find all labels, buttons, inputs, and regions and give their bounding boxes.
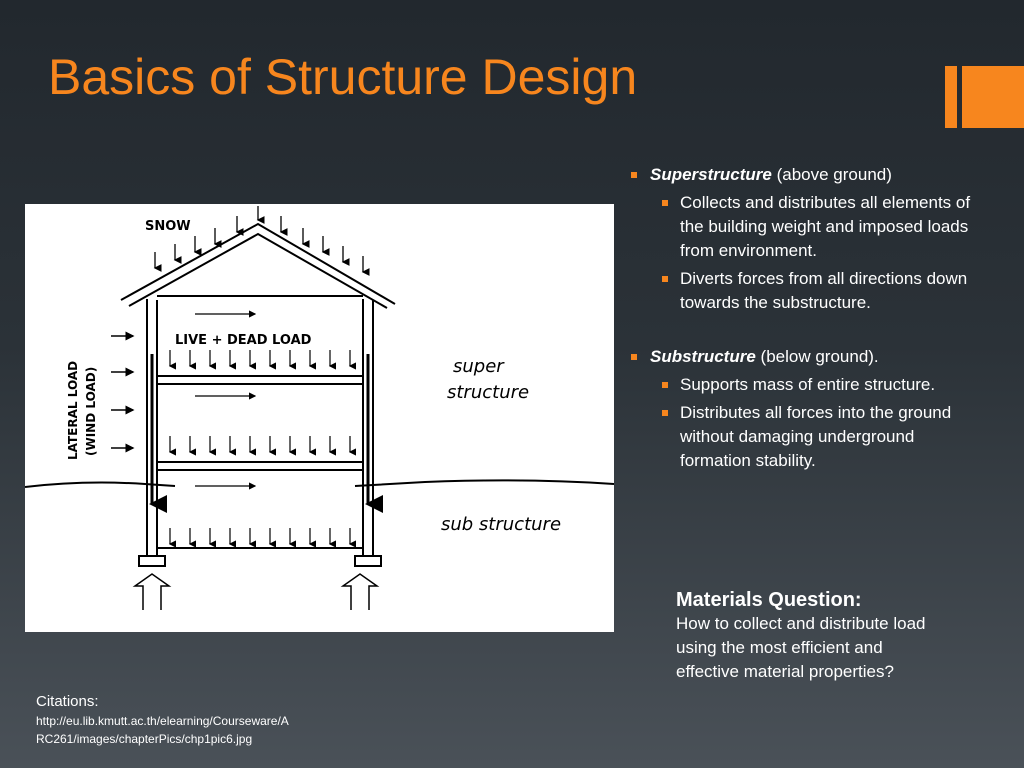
decorative-bar-thick	[962, 66, 1024, 128]
sub-bullet-text: Diverts forces from all directions down towards the substructure.	[680, 269, 968, 312]
label-wind-load: (WIND LOAD)	[84, 366, 98, 456]
bullet-superstructure	[628, 163, 978, 187]
label-lateral-load: LATERAL LOAD	[66, 360, 80, 460]
citations-label: Citations:	[36, 693, 99, 710]
sub-bullet	[628, 401, 978, 473]
term-note: (below ground).	[760, 347, 879, 366]
sub-bullet-text: Collects and distributes all elements of the building weight and imposed loads from environment.	[680, 193, 971, 260]
term-note: (above ground)	[776, 165, 892, 184]
sub-bullet	[628, 267, 978, 315]
bullet-list	[628, 163, 978, 473]
bullet-marker	[662, 200, 668, 206]
sub-bullet-text: Distributes all forces into the ground without damaging underground formation stability.	[680, 403, 952, 470]
bullet-marker	[662, 382, 668, 388]
decorative-bar-thin	[945, 66, 957, 128]
label-structure: structure	[447, 382, 530, 403]
bullet-marker	[662, 276, 668, 282]
bullet-substructure	[628, 345, 978, 369]
label-snow: SNOW	[145, 219, 191, 234]
materials-question	[676, 588, 946, 684]
term-superstructure: Superstructure	[650, 165, 772, 184]
label-sub-structure: sub structure	[441, 514, 562, 535]
term-substructure: Substructure	[650, 347, 756, 366]
citations	[36, 692, 296, 748]
citation-url[interactable]: http://eu.lib.kmutt.ac.th/elearning/Courseware/ARC261/images/chapterPics/chp1pic6.jpg	[36, 714, 289, 746]
label-live-dead-load: LIVE + DEAD LOAD	[175, 333, 312, 348]
question-title: Materials Question:	[676, 589, 862, 611]
slide-title: Basics of Structure Design	[48, 49, 638, 105]
structure-diagram	[25, 204, 614, 632]
bullet-marker	[662, 410, 668, 416]
structure-sketch	[25, 204, 614, 632]
bullet-marker	[631, 172, 637, 178]
sub-bullet-text: Supports mass of entire structure.	[680, 375, 936, 394]
bullet-marker	[631, 354, 637, 360]
sub-bullet	[628, 373, 978, 397]
sub-bullet	[628, 191, 978, 263]
question-body: How to collect and distribute load using the most efficient and effective material properties?	[676, 614, 926, 681]
label-super: super	[453, 356, 504, 377]
